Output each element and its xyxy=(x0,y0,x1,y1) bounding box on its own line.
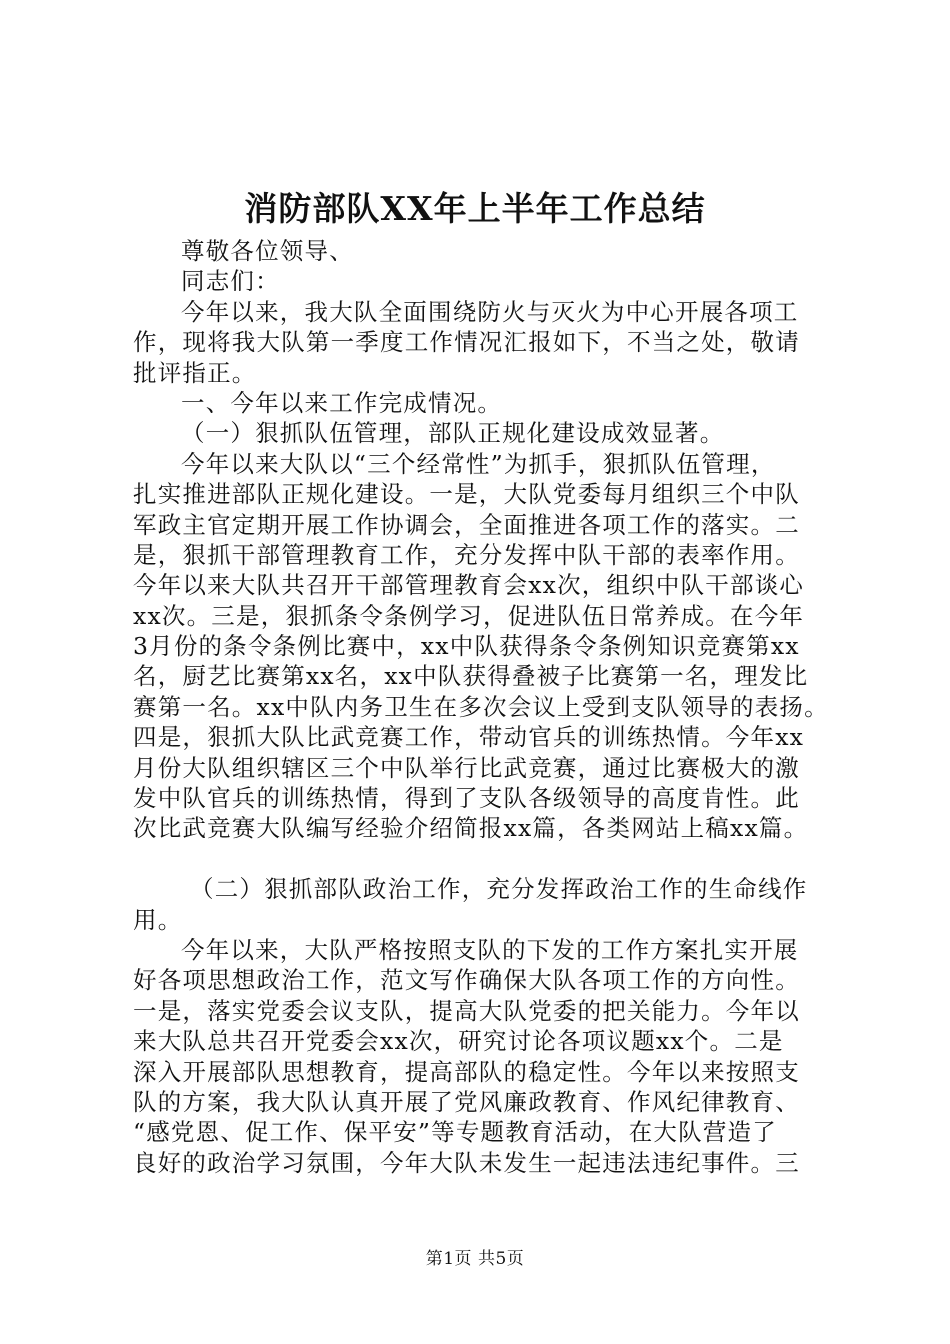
paragraph-line: 队的方案，我大队认真开展了党风廉政教育、作风纪律教育、 xyxy=(133,1087,800,1116)
paragraph-line: 用。 xyxy=(133,905,183,934)
paragraph-line: 赛第一名。xx中队内务卫生在多次会议上受到支队领导的表扬。 xyxy=(133,692,829,721)
paragraph-line: 今年以来，我大队全面围绕防火与灭火为中心开展各项工 xyxy=(181,297,799,326)
paragraph-line: 次比武竞赛大队编写经验介绍简报xx篇，各类网站上稿xx篇。 xyxy=(133,814,809,843)
subsection-heading: （一）狠抓队伍管理，部队正规化建设成效显著。 xyxy=(181,419,725,448)
paragraph-line: 今年以来，大队严格按照支队的下发的工作方案扎实开展 xyxy=(181,935,799,964)
paragraph-line: 来大队总共召开党委会xx次，研究讨论各项议题xx个。二是 xyxy=(133,1027,784,1056)
salutation-line: 同志们： xyxy=(181,267,280,296)
paragraph-line: 扎实推进部队正规化建设。一是，大队党委每月组织三个中队 xyxy=(133,480,800,509)
section-heading: 一、今年以来工作完成情况。 xyxy=(181,388,503,417)
paragraph-line: 发中队官兵的训练热情，得到了支队各级领导的高度肯性。此 xyxy=(133,784,800,813)
salutation-line: 尊敬各位领导、 xyxy=(181,237,354,265)
paragraph-line: 四是，狠抓大队比武竞赛工作，带动官兵的训练热情。今年xx xyxy=(133,723,805,752)
paragraph-line: 今年以来大队以“三个经常性”为抓手，狠抓队伍管理， xyxy=(181,449,776,478)
document-body xyxy=(133,236,833,1178)
paragraph-line: 好各项思想政治工作，范文写作确保大队各项工作的方向性。 xyxy=(133,966,800,995)
page-number-footer: 第1页 共5页 xyxy=(425,1249,525,1269)
paragraph-line: “感党恩、促工作、保平安”等专题教育活动，在大队营造了 xyxy=(133,1118,777,1147)
paragraph-line: 批评指正。 xyxy=(133,358,257,387)
paragraph-line: 深入开展部队思想教育，提高部队的稳定性。今年以来按照支 xyxy=(133,1057,800,1086)
paragraph-line: 作，现将我大队第一季度工作情况汇报如下，不当之处，敬请 xyxy=(133,328,800,357)
paragraph-line: 良好的政治学习氛围，今年大队未发生一起违法违纪事件。三 xyxy=(133,1148,800,1177)
paragraph-spacer xyxy=(133,844,833,874)
paragraph-line: 一是，落实党委会议支队，提高大队党委的把关能力。今年以 xyxy=(133,996,800,1025)
paragraph-line: 是，狠抓干部管理教育工作，充分发挥中队干部的表率作用。 xyxy=(133,540,800,569)
paragraph-line: 3月份的条令条例比赛中，xx中队获得条令条例知识竞赛第xx xyxy=(133,632,800,661)
subsection-heading: （二）狠抓部队政治工作，充分发挥政治工作的生命线作 xyxy=(190,875,808,904)
paragraph-line: 今年以来大队共召开干部管理教育会xx次，组织中队干部谈心 xyxy=(133,571,805,600)
paragraph-line: 月份大队组织辖区三个中队举行比武竞赛，通过比赛极大的激 xyxy=(133,753,800,782)
paragraph-line: 军政主官定期开展工作协调会，全面推进各项工作的落实。二 xyxy=(133,510,800,539)
paragraph-line: 名，厨艺比赛第xx名，xx中队获得叠被子比赛第一名，理发比 xyxy=(133,662,809,691)
paragraph-line: xx次。三是，狠抓条令条例学习，促进队伍日常养成。在今年 xyxy=(133,601,805,630)
document-title: 消防部队XX年上半年工作总结 xyxy=(244,189,706,228)
